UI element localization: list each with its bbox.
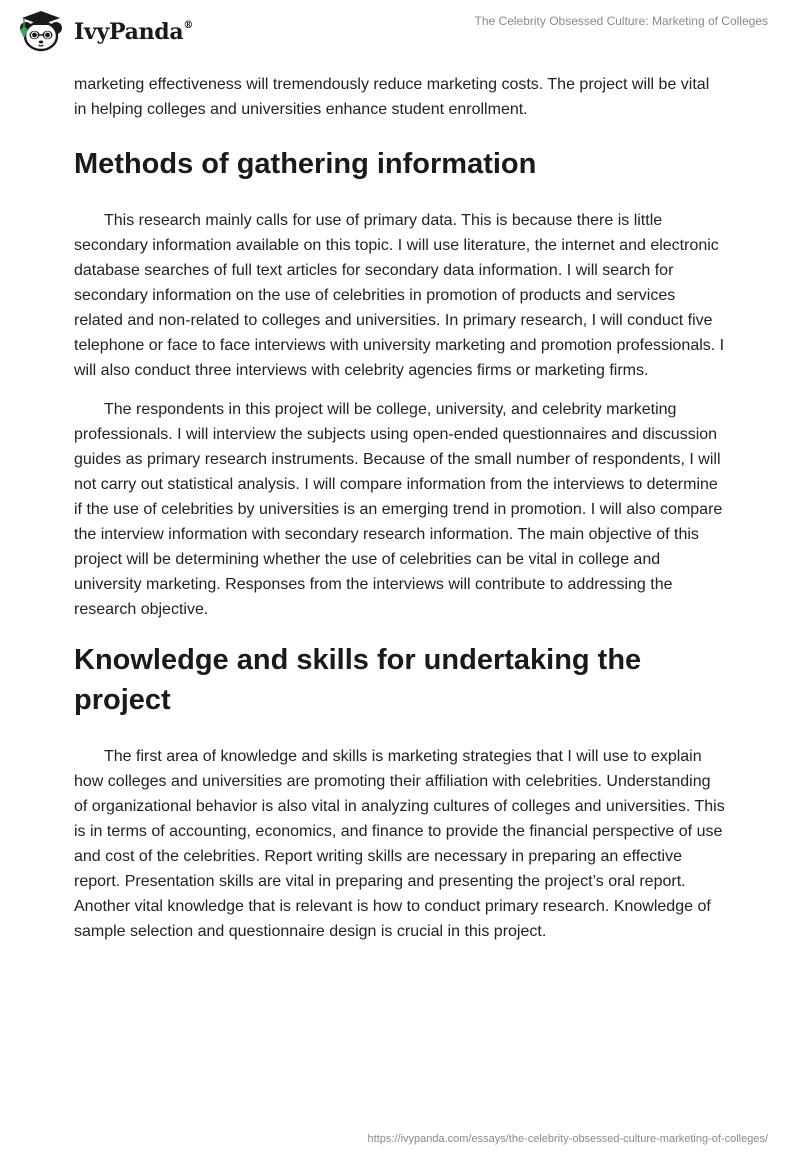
ivypanda-logo[interactable] [14,8,193,52]
registered-mark: ® [183,19,194,31]
section-heading-knowledge: Knowledge and skills for undertaking the project [74,644,642,716]
document-title: The Celebrity Obsessed Culture: Marketing of Colleges [474,14,768,28]
panda-graduate-icon [14,8,68,52]
methods-paragraph-1: This research mainly calls for use of primary data. This is because there is little secondary information available on this topic. I will use literature, the internet and electronic database searches of full text articles for secondary data information. I will search for secondary information on the use of celebrities in promotion of products and services related and non-related to colleges and universities. In primary research, I will conduct five telephone or face to face interviews with university marketing and promotion professionals. I will also conduct three interviews with celebrity agencies firms or marketing firms. [74,212,725,379]
intro-paragraph: marketing effectiveness will tremendously reduce marketing costs. The project will be vital in helping colleges and universities enhance student enrollment. [74,76,710,118]
source-url[interactable]: https://ivypanda.com/essays/the-celebrity-obsessed-culture-marketing-of-colleges/ [367,1133,768,1145]
methods-paragraph-2: The respondents in this project will be college, university, and celebrity marketing professionals. I will interview the subjects using open-ended questionnaires and discussion guides as primary research instruments. Because of the small number of respondents, I will not carry out statistical analysis. I will compare information from the interviews to determine if the use of celebrities by universities is an emerging trend in promotion. I will also compare the interview information with secondary research information. The main objective of this project will be determining whether the use of celebrities can be vital in college and university marketing. Responses from the interviews will contribute to addressing the research objective. [74,401,723,618]
knowledge-paragraph-1: The first area of knowledge and skills is marketing strategies that I will use to explain how colleges and universities are promoting their affiliation with celebrities. Understanding of organizational behavior is also vital in analyzing cultures of colleges and universities. This is in terms of accounting, economics, and finance to provide the financial perspective of use and cost of the celebrities. Report writing skills are necessary in preparing an effective report. Presentation skills are vital in preparing and presenting the project’s oral report. Another vital knowledge that is relevant is how to conduct primary research. Knowledge of sample selection and questionnaire design is crucial in this project. [74,748,725,940]
brand-name: IvyPanda® [74,19,194,45]
page-header [0,0,800,70]
section-heading-methods: Methods of gathering information [74,148,537,180]
essay-content [74,72,726,958]
